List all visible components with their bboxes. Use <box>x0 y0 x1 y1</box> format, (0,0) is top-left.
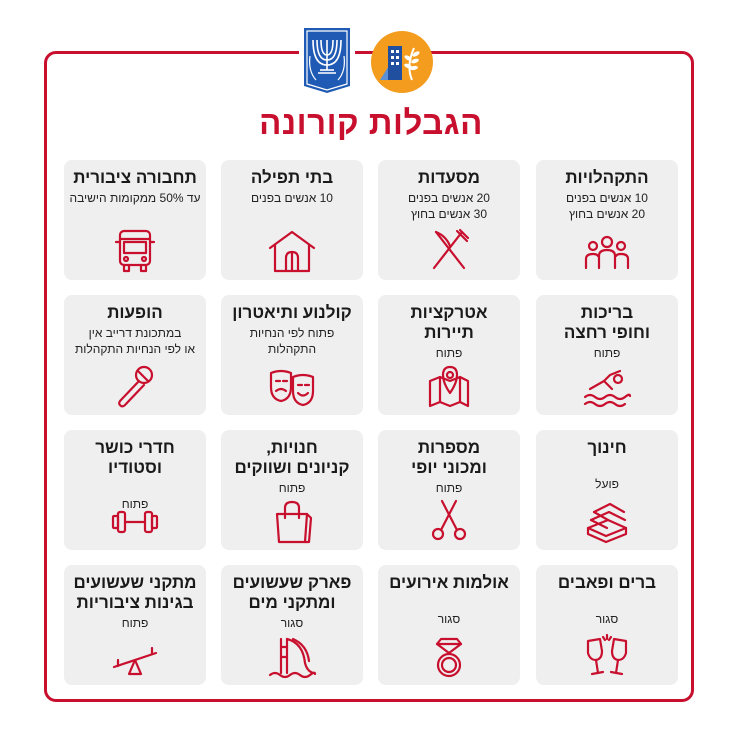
water-slide-icon <box>267 633 317 679</box>
card-title: מספרות ומכוני יופי <box>411 438 487 477</box>
card-status: פועל <box>595 477 619 491</box>
building-laurel-logo-icon <box>370 30 434 94</box>
card-status: 20 אנשים בפנים 30 אנשים בחוץ <box>408 191 490 221</box>
card-title: מסעדות <box>418 168 480 187</box>
house-of-prayer-icon <box>267 228 317 274</box>
card-title: אטרקציות תיירות <box>410 303 488 342</box>
page-title: הגבלות קורונה <box>259 104 483 141</box>
card-bars-pubs <box>536 565 678 685</box>
card-status: פתוח <box>593 346 621 360</box>
card-title: הופעות <box>107 303 163 322</box>
card-title: תחבורה ציבורית <box>73 168 197 187</box>
card-title: קולנוע ותיאטרון <box>232 303 352 322</box>
seesaw-icon <box>110 633 160 679</box>
card-amusement-parks <box>221 565 363 685</box>
dumbbell-icon <box>110 498 160 544</box>
card-pools-beaches <box>536 295 678 415</box>
card-performances <box>64 295 206 415</box>
card-cinema-theater <box>221 295 363 415</box>
card-status: פתוח <box>278 481 306 495</box>
card-status: סגור <box>280 616 304 630</box>
fork-knife-icon <box>424 228 474 274</box>
card-tourist-attractions <box>378 295 520 415</box>
card-status: פתוח <box>121 616 149 630</box>
card-title: פארק שעשועים ומתקני מים <box>232 573 352 612</box>
bus-icon <box>110 228 160 274</box>
card-status: במתכונת דרייב אין או לפי הנחיות התקהלות <box>74 326 195 356</box>
card-title: חינוך <box>587 438 627 457</box>
card-status: פתוח <box>435 481 463 495</box>
shopping-bag-icon <box>267 498 317 544</box>
card-hair-beauty <box>378 430 520 550</box>
card-title: ברים ופאבים <box>557 573 657 592</box>
scissors-icon <box>424 498 474 544</box>
card-gatherings <box>536 160 678 280</box>
microphone-icon <box>110 363 160 409</box>
card-status: 10 אנשים בפנים 20 אנשים בחוץ <box>566 191 648 221</box>
card-title: חנויות, קניונים ושווקים <box>234 438 350 477</box>
swimmer-icon <box>582 363 632 409</box>
theater-masks-icon <box>267 363 317 409</box>
card-title: בריכות וחופי רחצה <box>563 303 651 342</box>
card-playgrounds <box>64 565 206 685</box>
card-title: חדרי כושר וסטודיו <box>95 438 175 477</box>
card-status: 10 אנשים בפנים <box>251 191 333 205</box>
card-status: עד 50% ממקומות הישיבה <box>69 191 201 205</box>
card-status: פתוח <box>121 497 149 511</box>
card-title: מתקני שעשועים בגינות ציבוריות <box>73 573 197 612</box>
card-event-halls <box>378 565 520 685</box>
card-title: אולמות אירועים <box>389 573 509 592</box>
card-public-transport <box>64 160 206 280</box>
card-status: פתוח לפי הנחיות התקהלות <box>249 326 335 356</box>
card-restaurants <box>378 160 520 280</box>
people-group-icon <box>582 228 632 274</box>
card-prayer-houses <box>221 160 363 280</box>
champagne-glasses-icon <box>582 633 632 679</box>
diamond-ring-icon <box>424 633 474 679</box>
map-pin-icon <box>424 363 474 409</box>
menorah-emblem-icon <box>299 24 355 96</box>
card-status: סגור <box>595 612 619 626</box>
card-education <box>536 430 678 550</box>
card-title: בתי תפילה <box>250 168 334 187</box>
card-shops-malls <box>221 430 363 550</box>
card-status: סגור <box>437 612 461 626</box>
card-title: התקהלויות <box>565 168 649 187</box>
card-gyms-studios <box>64 430 206 550</box>
card-status: פתוח <box>435 346 463 360</box>
books-icon <box>582 498 632 544</box>
